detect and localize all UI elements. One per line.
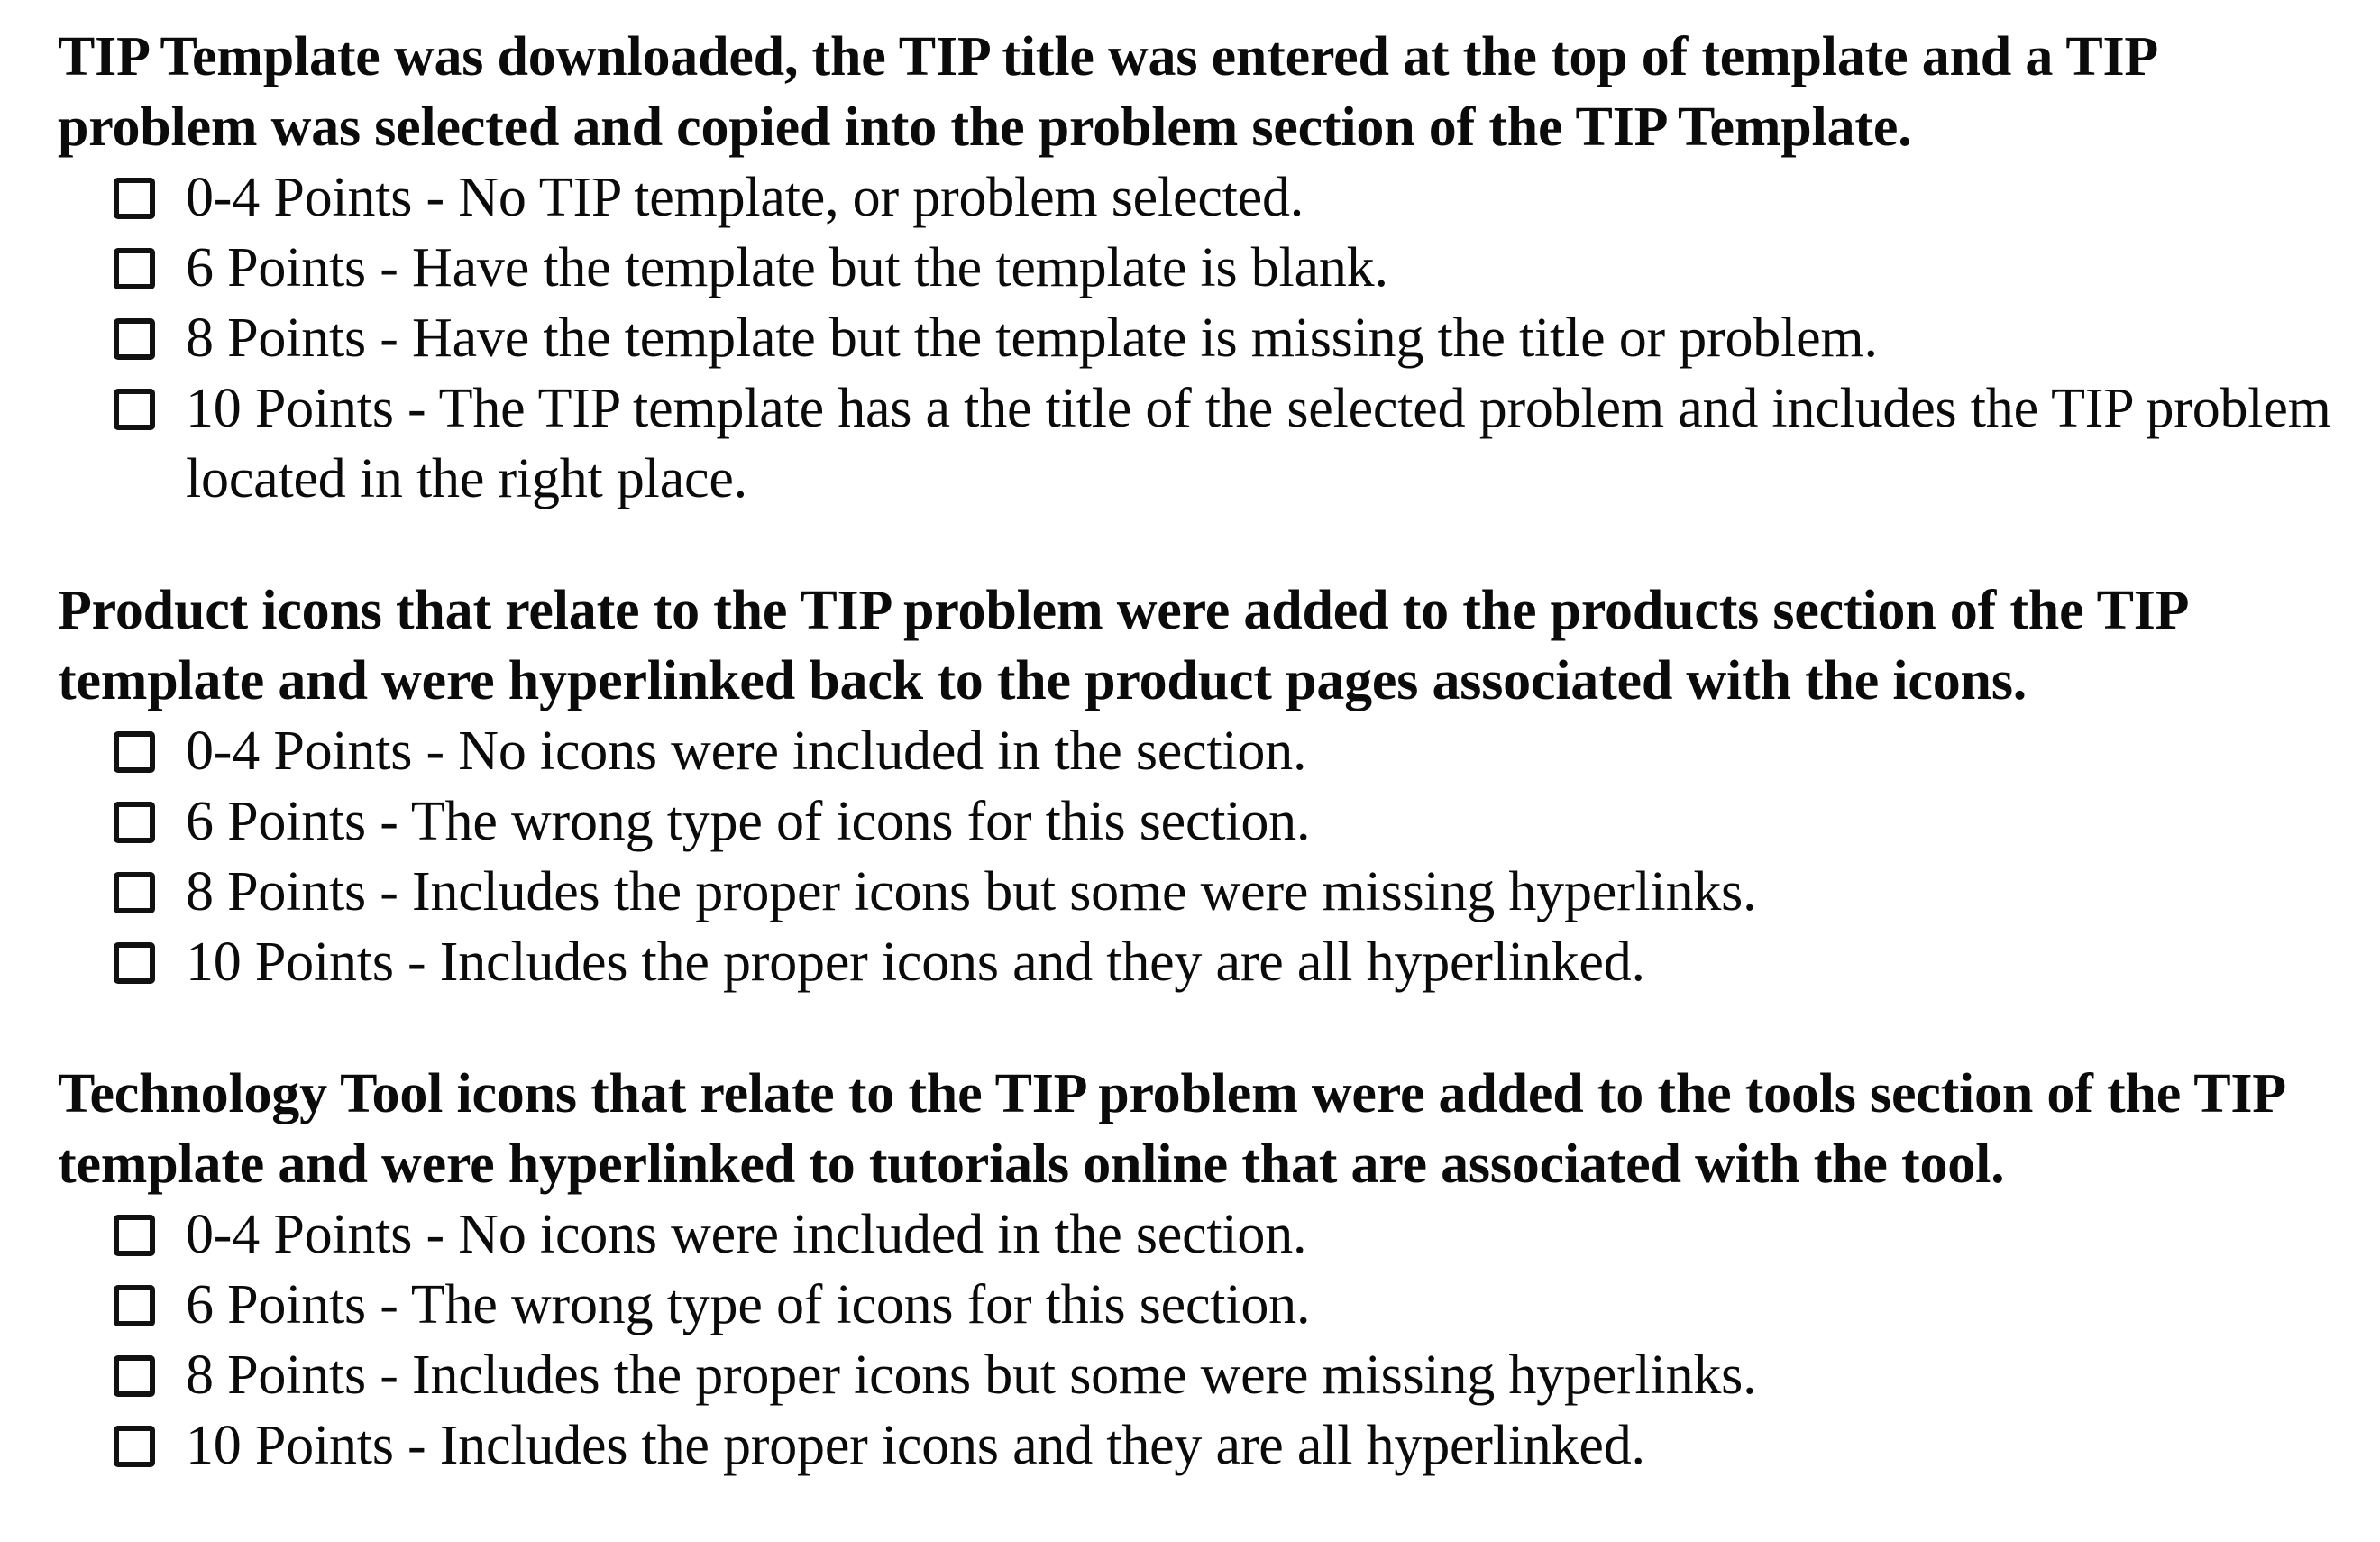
checkbox[interactable] [114, 872, 155, 913]
checkbox[interactable] [114, 248, 155, 289]
section-heading: Product icons that relate to the TIP problem were added to the products section of the TIP template and were hyperlinked back to the product pages associated with the icons. [58, 580, 2186, 711]
checkbox[interactable] [114, 942, 155, 984]
criterion-label: 8 Points - Have the template but the template is missing the title or problem. [186, 307, 1878, 369]
section-heading: Technology Tool icons that relate to the TIP problem were added to the tools section of the TIP template and were hyperlinked to tutorials online that are associated with the tool. [58, 1063, 2284, 1195]
criterion-item [105, 162, 2348, 233]
criterion-item [105, 373, 2348, 514]
criterion-label: 8 Points - Includes the proper icons but some were missing hyperlinks. [186, 861, 1757, 922]
rubric-document [58, 22, 2348, 1542]
criterion-label: 8 Points - Includes the proper icons but some were missing hyperlinks. [186, 1345, 1757, 1406]
criterion-item [105, 303, 2348, 373]
criterion-label: 6 Points - Have the template but the template is blank. [186, 237, 1388, 298]
criterion-label: 0-4 Points - No TIP template, or problem selected. [186, 167, 1304, 228]
criteria-list [58, 162, 2348, 514]
checkbox[interactable] [114, 802, 155, 843]
criterion-label: 0-4 Points - No icons were included in the section. [186, 721, 1307, 782]
checkbox[interactable] [114, 389, 155, 430]
criterion-label: 6 Points - The wrong type of icons for this section. [186, 791, 1311, 852]
criterion-label: 10 Points - The TIP template has a the title of the selected problem and includes the TIP problem located in the right place. [186, 378, 2331, 509]
criterion-item [105, 716, 2348, 786]
rubric-section-tip-template [58, 22, 2348, 514]
checkbox[interactable] [114, 731, 155, 773]
criterion-item [105, 1410, 2348, 1481]
rubric-section-product-icons [58, 575, 2348, 997]
criterion-item [105, 1199, 2348, 1270]
criterion-label: 10 Points - Includes the proper icons and they are all hyperlinked. [186, 1415, 1645, 1476]
rubric-section-technology-tool-icons [58, 1059, 2348, 1481]
criterion-item [105, 857, 2348, 927]
checkbox[interactable] [114, 1215, 155, 1256]
checkbox[interactable] [114, 1426, 155, 1467]
checkbox[interactable] [114, 318, 155, 360]
section-heading: TIP Template was downloaded, the TIP title was entered at the top of template and a TIP problem was selected and copied into the problem section of the TIP Template. [58, 26, 2156, 158]
criterion-item [105, 1340, 2348, 1410]
criterion-item [105, 927, 2348, 997]
criteria-list [58, 1199, 2348, 1481]
criterion-label: 10 Points - Includes the proper icons and they are all hyperlinked. [186, 932, 1645, 993]
criterion-item [105, 786, 2348, 857]
criteria-list [58, 716, 2348, 997]
checkbox[interactable] [114, 1355, 155, 1397]
criterion-item [105, 233, 2348, 303]
checkbox[interactable] [114, 1285, 155, 1326]
criterion-label: 6 Points - The wrong type of icons for this section. [186, 1274, 1311, 1335]
criterion-item [105, 1270, 2348, 1340]
checkbox[interactable] [114, 178, 155, 219]
criterion-label: 0-4 Points - No icons were included in the section. [186, 1204, 1307, 1265]
